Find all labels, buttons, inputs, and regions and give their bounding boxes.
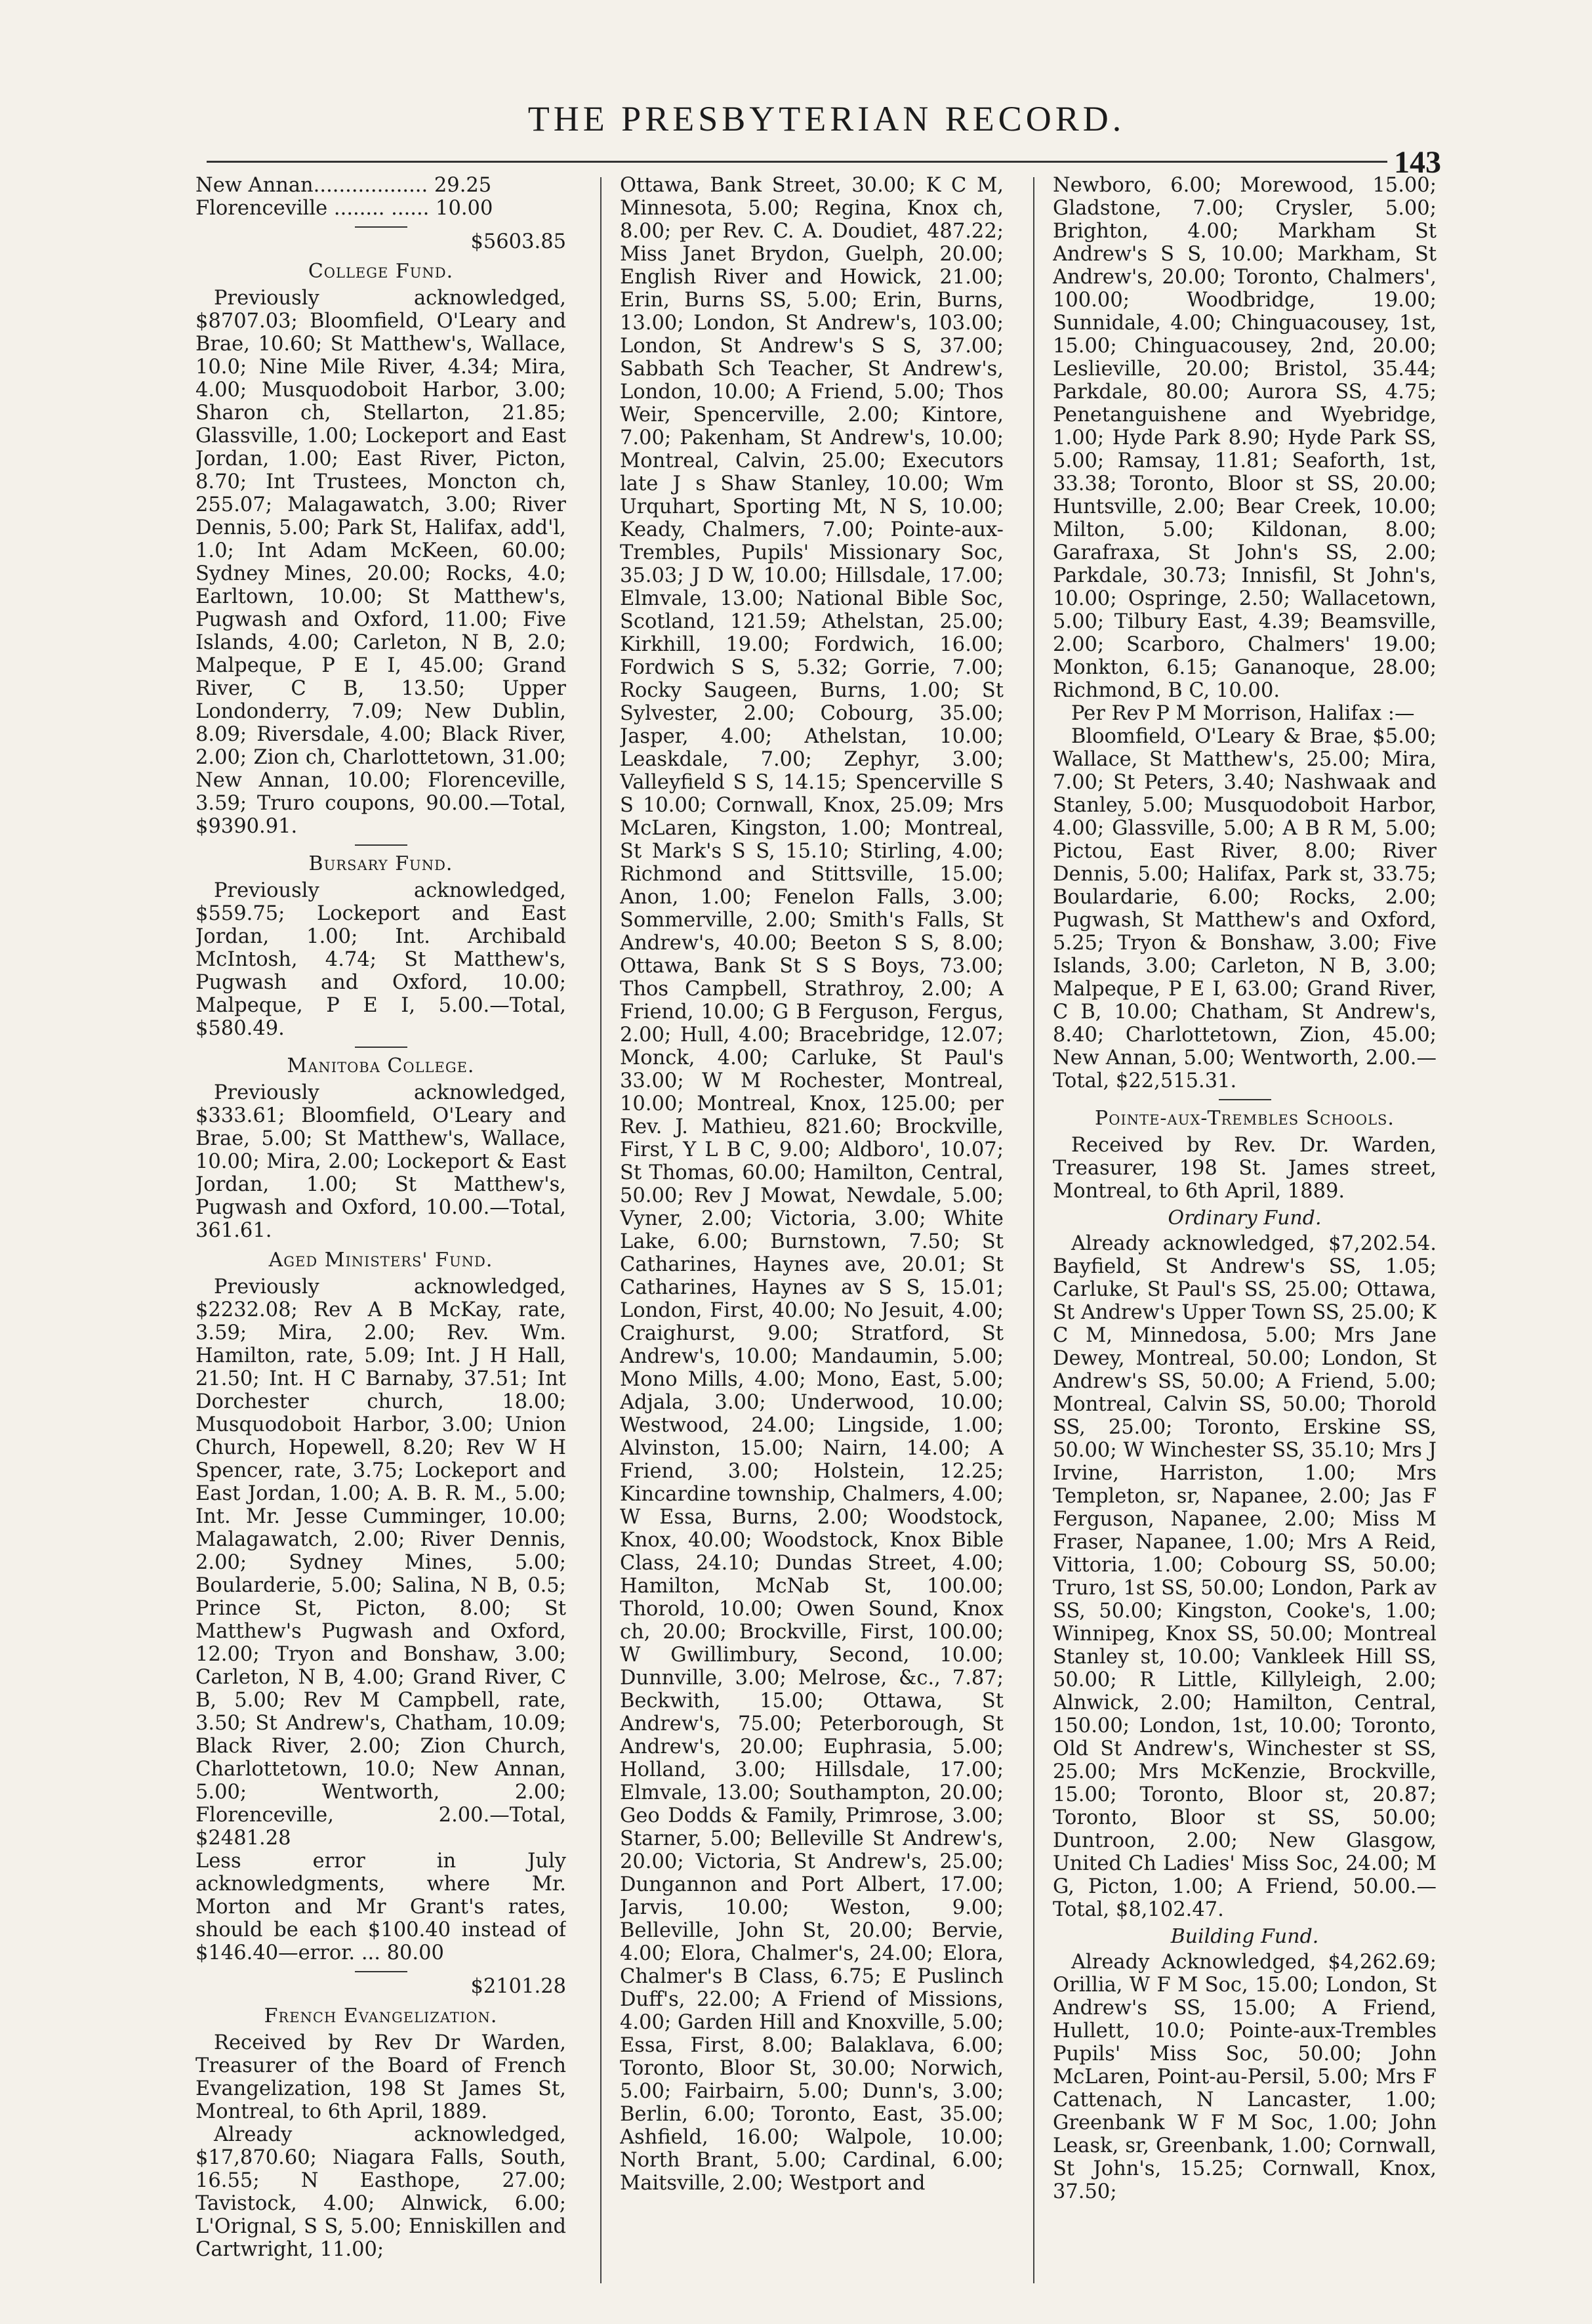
section-body: Already acknowledged, $17,870.60; Niagara Falls, South, 16.55; N Easthope, 27.00; Tavistock, 4.00; Alnwick, 6.00; L'Orignal, S S, 5.00; Enniskillen and Cartwright, 11.00; [195,2123,566,2261]
section-body: Newboro, 6.00; Morewood, 15.00; Gladstone, 7.00; Crysler, 5.00; Brighton, 4.00; Markham St Andrew's S S, 10.00; Markham, St Andrew's, 20.00; Toronto, Chalmers', 100.00; Woodbridge, 19.00; Sunnidale, 4.00; Chinguacousey, 1st, 15.00; Chinguacousey, 2nd, 20.00; Leslieville, 20.00; Bristol, 35.44; Parkdale, 80.00; Aurora SS, 4.75; Penetanguishene and Wyebridge, 1.00; Hyde Park 8.90; Hyde Park SS, 5.00; Ramsay, 11.81; Seaforth, 1st, 33.38; Toronto, Bloor st SS, 20.00; Huntsville, 2.00; Bear Creek, 10.00; Milton, 5.00; Kildonan, 8.00; Garafraxa, St John's SS, 2.00; Parkdale, 30.73; Innisfil, St John's, 10.00; Ospringe, 2.50; Wallacetown, 5.00; Tilbury East, 4.39; Beamsville, 2.00; Scarboro, Chalmers' 19.00; Monkton, 6.15; Gananoque, 28.00; Richmond, B C, 10.00. [1053,174,1437,702]
running-header: THE PRESBYTERIAN RECORD. [527,99,1126,138]
section-body: Bloomfield, O'Leary & Brae, $5.00; Wallace, St Matthew's, 25.00; Mira, 7.00; St Peters, 3.40; Nashwaak and Stanley, 5.00; Musquodoboit Harbor, 4.00; Glassville, 5.00; A B R M, 5.00; Pictou, East River, 8.00; River Dennis, 5.00; Halifax, Park st, 33.75; Boulardarie, 6.00; Rocks, 2.00; Pugwash, St Matthew's and Oxford, 5.25; Tryon & Bonshaw, 3.00; Five Islands, 3.00; Carleton, N B, 3.00; Malpeque, P E I, 63.00; Grand River, C B, 10.00; Chatham, St Andrew's, 8.40; Charlottetown, Zion, 45.00; New Annan, 5.00; Wentworth, 2.00.—Total, $22,515.31. [1053,725,1437,1092]
header-rule [207,161,1387,163]
section-title: Pointe-aux-Trembles Schools. [1095,1107,1395,1130]
section-title: College Fund. [308,260,454,283]
section-body: Previously acknowledged, $2232.08; Rev A B McKay, rate, 3.59; Mira, 2.00; Rev. Wm. Hamilton, rate, 5.09; Int. J H Hall, 21.50; Int. H C Barnaby, 37.51; Int Dorchester church, 18.00; Musquodoboit Harbor, 3.00; Union Church, Hopewell, 8.20; Rev W H Spencer, rate, 3.75; Lockeport and East Jordan, 1.00; A. B. R. M., 5.00; Int. Mr. Jesse Cumminger, 10.00; Malagawatch, 2.00; River Dennis, 2.00; Sydney Mines, 5.00; Boularderie, 5.00; Salina, N B, 0.5; Prince St, Picton, 8.00; St Matthew's Pugwash and Oxford, 12.00; Tryon and Bonshaw, 3.00; Carleton, N B, 4.00; Grand River, C B, 5.00; Rev M Campbell, rate, 3.50; St Andrew's, Chatham, 10.09; Black River, 2.00; Zion Church, Charlottetown, 10.0; New Annan, 5.00; Wentworth, 2.00; Florenceville, 2.00.—Total, $2481.28 [195,1276,566,1850]
section-rule [355,1047,407,1048]
section-title: Manitoba College. [287,1054,475,1077]
column-divider [600,177,602,2283]
column-left [195,174,566,2287]
section-subtitle: Ordinary Fund. [1168,1207,1322,1230]
section-total: $2101.28 [470,1975,566,1998]
column-right [1053,174,1437,2287]
section-body: Previously acknowledged, $333.61; Bloomfield, O'Leary and Brae, 5.00; St Matthew's, Wallace, 10.00; Mira, 2.00; Lockeport & East Jordan, 1.00; St Matthew's, Pugwash and Oxford, 10.00.—Total, 361.61. [195,1081,566,1242]
section-title: Aged Ministers' Fund. [268,1249,493,1272]
section-note: Less error in July acknowledgments, where Mr. Morton and Mr Grant's rates, should be each $100.40 instead of $146.40—error. ... 80.00 [195,1850,566,1964]
lead-line: New Annan.................. 29.25 [195,174,492,197]
page-number: 143 [1394,145,1441,180]
section-title: Bursary Fund. [308,852,453,875]
lead-total: $5603.85 [470,230,566,253]
column-middle [620,174,1004,2287]
section-body: Previously acknowledged, $559.75; Lockeport and East Jordan, 1.00; Int. Archibald McIntosh, 4.74; St Matthew's, Pugwash and Oxford, 10.00; Malpeque, P E I, 5.00.—Total, $580.49. [195,879,566,1040]
total-rule [355,1971,407,1972]
total-rule [355,226,407,228]
lead-line: Florenceville ........ ...... 10.00 [195,197,493,220]
section-body: Previously acknowledged, $8707.03; Bloomfield, O'Leary and Brae, 10.60; St Matthew's, Wallace, 10.0; Nine Mile River, 4.34; Mira, 4.00; Musquodoboit Harbor, 3.00; Sharon ch, Stellarton, 21.85; Glassville, 1.00; Lockeport and East Jordan, 1.00; East River, Picton, 8.70; Int Trustees, Moncton ch, 255.07; Malagawatch, 3.00; River Dennis, 5.00; Park St, Halifax, add'l, 1.0; Int Adam McKeen, 60.00; Sydney Mines, 20.00; Rocks, 4.0; Earltown, 10.00; St Matthew's, Pugwash and Oxford, 11.00; Five Islands, 4.00; Carleton, N B, 2.0; Malpeque, P E I, 45.00; Grand River, C B, 13.50; Upper Londonderry, 7.09; New Dublin, 8.09; Riversdale, 4.00; Black River, 2.00; Zion ch, Charlottetown, 31.00; New Annan, 10.00; Florenceville, 3.59; Truro coupons, 90.00.—Total, $9390.91. [195,287,566,838]
section-intro: Received by Rev Dr Warden, Treasurer of the Board of French Evangelization, 198 St James St, Montreal, to 6th April, 1889. [195,2031,566,2123]
section-body: Already acknowledged, $7,202.54. Bayfield, St Andrew's SS, 1.05; Carluke, St Paul's SS, 25.00; Ottawa, St Andrew's Upper Town SS, 25.00; K C M, Minnedosa, 5.00; Mrs Jane Dewey, Montreal, 50.00; London, St Andrew's SS, 50.00; A Friend, 5.00; Montreal, Calvin SS, 50.00; Thorold SS, 25.00; Toronto, Erskine SS, 50.00; W Winchester SS, 35.10; Mrs J Irvine, Harriston, 1.00; Mrs Templeton, sr, Napanee, 2.00; Jas F Ferguson, Napanee, 2.00; Miss M Fraser, Napanee, 1.00; Mrs A Reid, Vittoria, 1.00; Cobourg SS, 50.00; Truro, 1st SS, 50.00; London, Park av SS, 50.00; Kingston, Cooke's, 1.00; Winnipeg, Knox SS, 50.00; Montreal Stanley st, 10.00; Vankleek Hill SS, 50.00; R Little, Killyleigh, 2.00; Alnwick, 2.00; Hamilton, Central, 150.00; London, 1st, 10.00; Toronto, Old St Andrew's, Winchester st SS, 25.00; Mrs McKenzie, Brockville, 15.00; Toronto, Bloor st, 20.87; Toronto, Bloor st SS, 50.00; Duntroon, 2.00; New Glasgow, United Ch Ladies' Miss Soc, 24.00; M G, Picton, 1.00; A Friend, 50.00.—Total, $8,102.47. [1053,1232,1437,1921]
section-subtitle: Building Fund. [1170,1925,1319,1948]
section-rule [1219,1099,1271,1100]
section-intro: Received by Rev. Dr. Warden, Treasurer, 198 St. James street, Montreal, to 6th April, 1889. [1053,1134,1437,1203]
section-body: Ottawa, Bank Street, 30.00; K C M, Minnesota, 5.00; Regina, Knox ch, 8.00; per Rev. C. A. Doudiet, 487.22; Miss Janet Brydon, Guelph, 20.00; English River and Howick, 21.00; Erin, Burns SS, 5.00; Erin, Burns, 13.00; London, St Andrew's, 103.00; London, St Andrew's S S, 37.00; Sabbath Sch Teacher, St Andrew's, London, 10.00; A Friend, 5.00; Thos Weir, Spencerville, 2.00; Kintore, 7.00; Pakenham, St Andrew's, 10.00; Montreal, Calvin, 25.00; Executors late J s Shaw Stanley, 10.00; Wm Urquhart, Sporting Mt, N S, 10.00; Keady, Chalmers, 7.00; Pointe-aux-Trembles, Pupils' Missionary Soc, 35.03; J D W, 10.00; Hillsdale, 17.00; Elmvale, 13.00; National Bible Soc, Scotland, 121.59; Athelstan, 25.00; Kirkhill, 19.00; Fordwich, 16.00; Fordwich S S, 5.32; Gorrie, 7.00; Rocky Saugeen, Burns, 1.00; St Sylvester, 2.00; Cobourg, 35.00; Jasper, 4.00; Athelstan, 10.00; Leaskdale, 7.00; Zephyr, 3.00; Valleyfield S S, 14.15; Spencerville S S 10.00; Cornwall, Knox, 25.09; Mrs McLaren, Kingston, 1.00; Montreal, St Mark's S S, 15.10; Stirling, 4.00; Richmond and Stittsville, 15.00; Anon, 1.00; Fenelon Falls, 3.00; Sommerville, 2.00; Smith's Falls, St Andrew's, 40.00; Beeton S S, 8.00; Ottawa, Bank St S S Boys, 73.00; Thos Campbell, Strathroy, 2.00; A Friend, 10.00; G B Ferguson, Fergus, 2.00; Hull, 4.00; Bracebridge, 12.07; Monck, 4.00; Carluke, St Paul's 33.00; W M Rochester, Montreal, 10.00; Montreal, Knox, 125.00; per Rev. J. Mathieu, 821.60; Brockville, First, Y L B C, 9.00; Aldboro', 10.07; St Thomas, 60.00; Hamilton, Central, 50.00; Rev J Mowat, Newdale, 5.00; Vyner, 2.00; Victoria, 3.00; White Lake, 6.00; Burnstown, 7.50; St Catharines, Haynes ave, 20.01; St Catharines, Haynes av S S, 15.01; London, First, 40.00; No Jesuit, 4.00; Craighurst, 9.00; Stratford, St Andrew's, 10.00; Mandaumin, 5.00; Mono Mills, 4.00; Mono, East, 5.00; Adjala, 3.00; Underwood, 10.00; Westwood, 24.00; Lingside, 1.00; Alvinston, 15.00; Nairn, 14.00; A Friend, 3.00; Holstein, 12.25; Kincardine township, Chalmers, 4.00; W Essa, Burns, 2.00; Woodstock, Knox, 40.00; Woodstock, Knox Bible Class, 24.10; Dundas Street, 4.00; Hamilton, McNab St, 100.00; Thorold, 10.00; Owen Sound, Knox ch, 20.00; Brockville, First, 100.00; W Gwillimbury, Second, 10.00; Dunnville, 3.00; Melrose, &c., 7.87; Beckwith, 15.00; Ottawa, St Andrew's, 75.00; Peterborough, St Andrew's, 20.00; Euphrasia, 5.00; Holland, 3.00; Hillsdale, 17.00; Elmvale, 13.00; Southampton, 20.00; Geo Dodds & Family, Primrose, 3.00; Starner, 5.00; Belleville St Andrew's, 20.00; Victoria, St Andrew's, 25.00; Dungannon and Port Albert, 17.00; Jarvis, 10.00; Weston, 9.00; Belleville, John St, 20.00; Bervie, 4.00; Elora, Chalmer's, 24.00; Elora, Chalmer's B Class, 6.75; E Puslinch Duff's, 22.00; A Friend of Missions, 4.00; Garden Hill and Knoxville, 5.00; Essa, First, 8.00; Balaklava, 6.00; Toronto, Bloor St, 30.00; Norwich, 5.00; Fairbairn, 5.00; Dunn's, 3.00; Berlin, 6.00; Toronto, East, 35.00; Ashfield, 16.00; Walpole, 10.00; North Brant, 5.00; Cardinal, 6.00; Maitsville, 2.00; Westport and [620,174,1004,2195]
section-rule [355,844,407,846]
section-body: Already Acknowledged, $4,262.69; Orillia, W F M Soc, 15.00; London, St Andrew's SS, 15.00; A Friend, Hullett, 10.0; Pointe-aux-Trembles Pupils' Miss Soc, 50.00; John McLaren, Point-au-Persil, 5.00; Mrs F Cattenach, N Lancaster, 1.00; Greenbank W F M Soc, 1.00; John Leask, sr, Greenbank, 1.00; Cornwall, St John's, 15.25; Cornwall, Knox, 37.50; [1053,1951,1437,2203]
section-subhead: Per Rev P M Morrison, Halifax :— [1071,702,1415,725]
column-divider [1033,177,1034,2283]
section-title: French Evangelization. [264,2004,498,2027]
